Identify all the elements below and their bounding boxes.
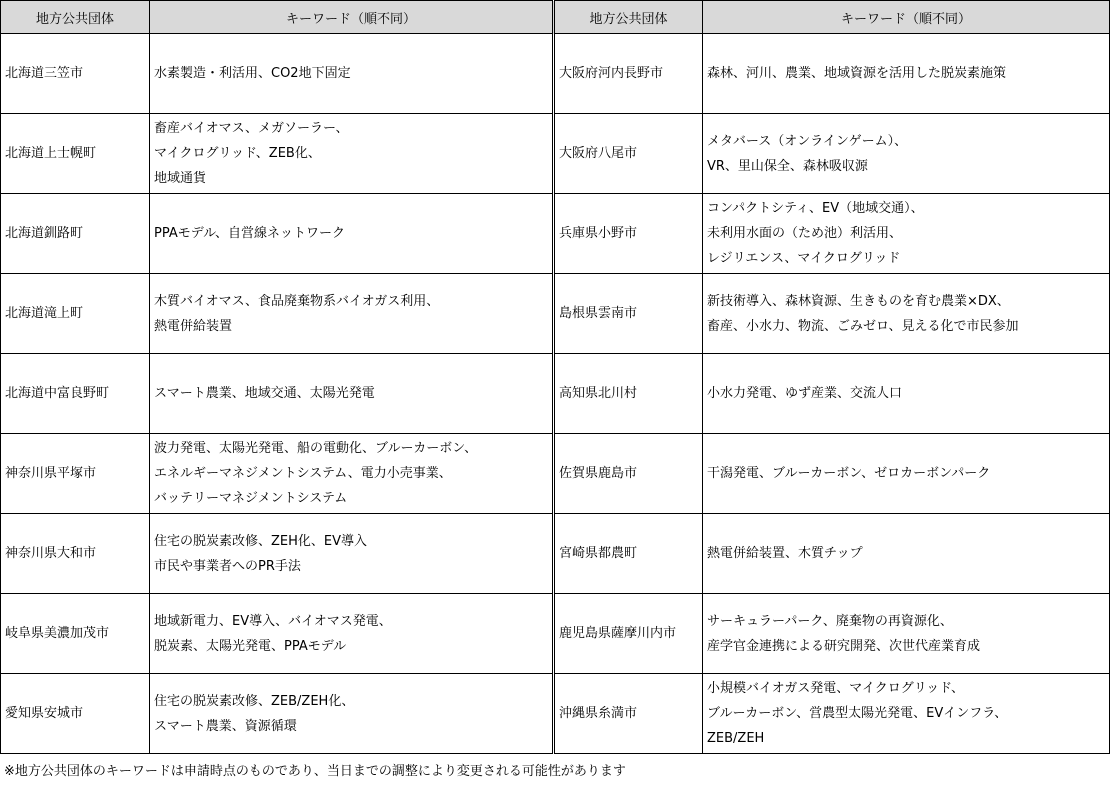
keyword-line: レジリエンス、マイクログリッド (707, 251, 901, 266)
keyword-cell (703, 114, 1110, 194)
table-row (1, 514, 1110, 594)
municipality-name-cell: 北海道釧路町 (1, 194, 150, 274)
keyword-line: 木質バイオマス、食品廃棄物系バイオガス利用、 (154, 293, 440, 309)
municipality-name-cell: 愛知県安城市 (1, 674, 150, 754)
municipality-name-cell: 神奈川県大和市 (1, 514, 150, 594)
keyword-cell (703, 674, 1110, 754)
keyword-line: スマート農業、地域交通、太陽光発電 (154, 386, 375, 401)
table-row (1, 354, 1110, 434)
keyword-cell (150, 674, 554, 754)
keyword-line: 波力発電、太陽光発電、船の電動化、ブルーカーボン、 (154, 441, 478, 456)
municipality-name-cell: 兵庫県小野市 (554, 194, 703, 274)
keyword-cell (703, 514, 1110, 594)
header-municipality-left: 地方公共団体 (1, 1, 150, 34)
keyword-line: 水素製造・利活用、CO2地下固定 (154, 66, 351, 81)
keyword-line: メタバース（オンラインゲーム）、 (707, 133, 908, 149)
keyword-cell (150, 514, 554, 594)
keyword-line: 畜産バイオマス、メガソーラー、 (154, 121, 349, 136)
keyword-line: スマート農業、資源循環 (154, 718, 297, 734)
footnote: ※地方公共団体のキーワードは申請時点のものであり、当日までの調整により変更される可能性があります (4, 764, 626, 779)
keyword-cell (150, 354, 554, 434)
keyword-line: 住宅の脱炭素改修、ZEH化、EV導入 (154, 533, 368, 549)
municipality-name-cell: 北海道三笠市 (1, 34, 150, 114)
keyword-cell (150, 434, 554, 514)
keyword-line: 未利用水面の（ため池）利活用、 (707, 226, 903, 241)
municipality-name-cell: 神奈川県平塚市 (1, 434, 150, 514)
keyword-line: 地域通貨 (154, 171, 207, 186)
header-municipality-right: 地方公共団体 (554, 1, 703, 34)
keyword-line: 熱電併給装置 (154, 318, 233, 334)
keyword-line: 干潟発電、ブルーカーボン、ゼロカーボンパーク (707, 466, 991, 481)
header-keywords-left: キーワード（順不同） (150, 1, 554, 34)
table-header-row (1, 1, 1110, 34)
municipality-name-cell: 大阪府河内長野市 (554, 34, 703, 114)
keyword-line: エネルギーマネジメントシステム、電力小売事業、 (154, 466, 452, 481)
keyword-line: VR、里山保全、森林吸収源 (707, 158, 868, 174)
keyword-line: ZEB/ZEH (707, 731, 765, 746)
keyword-line: コンパクトシティ、EV（地域交通）、 (707, 201, 924, 216)
table-row (1, 194, 1110, 274)
keyword-line: 地域新電力、EV導入、バイオマス発電、 (154, 613, 392, 629)
keyword-line: サーキュラーパーク、廃棄物の再資源化、 (707, 613, 953, 629)
table-row (1, 594, 1110, 674)
keyword-cell (703, 434, 1110, 514)
table-row (1, 434, 1110, 514)
table-row (1, 674, 1110, 754)
keyword-line: 小規模バイオガス発電、マイクログリッド、 (707, 681, 965, 696)
keyword-cell (150, 594, 554, 674)
table-row (1, 34, 1110, 114)
keyword-cell (150, 114, 554, 194)
keyword-cell (703, 594, 1110, 674)
keyword-line: 市民や事業者へのPR手法 (154, 558, 301, 574)
header-keywords-right: キーワード（順不同） (703, 1, 1110, 34)
municipality-name-cell: 北海道上士幌町 (1, 114, 150, 194)
keyword-cell (703, 354, 1110, 434)
municipality-name-cell: 島根県雲南市 (554, 274, 703, 354)
table-row (1, 114, 1110, 194)
municipality-name-cell: 宮崎県都農町 (554, 514, 703, 594)
keyword-cell (150, 34, 554, 114)
keyword-cell (703, 274, 1110, 354)
keyword-cell (150, 194, 554, 274)
keyword-line: バッテリーマネジメントシステム (154, 491, 348, 506)
municipality-name-cell: 沖縄県糸満市 (554, 674, 703, 754)
municipality-name-cell: 高知県北川村 (554, 354, 703, 434)
keyword-line: 新技術導入、森林資源、生きものを育む農業×DX、 (707, 293, 1010, 309)
municipality-name-cell: 北海道中富良野町 (1, 354, 150, 434)
keyword-cell (150, 274, 554, 354)
keyword-line: 脱炭素、太陽光発電、PPAモデル (154, 638, 347, 654)
municipality-name-cell: 岐阜県美濃加茂市 (1, 594, 150, 674)
keyword-cell (703, 194, 1110, 274)
keyword-line: 森林、河川、農業、地域資源を活用した脱炭素施策 (707, 66, 1007, 81)
municipality-name-cell: 北海道滝上町 (1, 274, 150, 354)
keyword-cell (703, 34, 1110, 114)
table-row (1, 274, 1110, 354)
keyword-line: 小水力発電、ゆず産業、交流人口 (707, 386, 903, 401)
keyword-line: 畜産、小水力、物流、ごみゼロ、見える化で市民参加 (707, 318, 1019, 334)
keyword-line: 熱電併給装置、木質チップ (707, 546, 863, 561)
keyword-line: マイクログリッド、ZEB化、 (154, 146, 321, 161)
municipality-name-cell: 鹿児島県薩摩川内市 (554, 594, 703, 674)
keyword-line: ブルーカーボン、営農型太陽光発電、EVインフラ、 (707, 706, 1008, 721)
keyword-line: 産学官金連携による研究開発、次世代産業育成 (707, 638, 981, 654)
keyword-line: PPAモデル、自営線ネットワーク (154, 226, 346, 241)
municipality-name-cell: 大阪府八尾市 (554, 114, 703, 194)
table-body (1, 34, 1110, 754)
municipality-name-cell: 佐賀県鹿島市 (554, 434, 703, 514)
keyword-line: 住宅の脱炭素改修、ZEB/ZEH化、 (154, 693, 355, 709)
